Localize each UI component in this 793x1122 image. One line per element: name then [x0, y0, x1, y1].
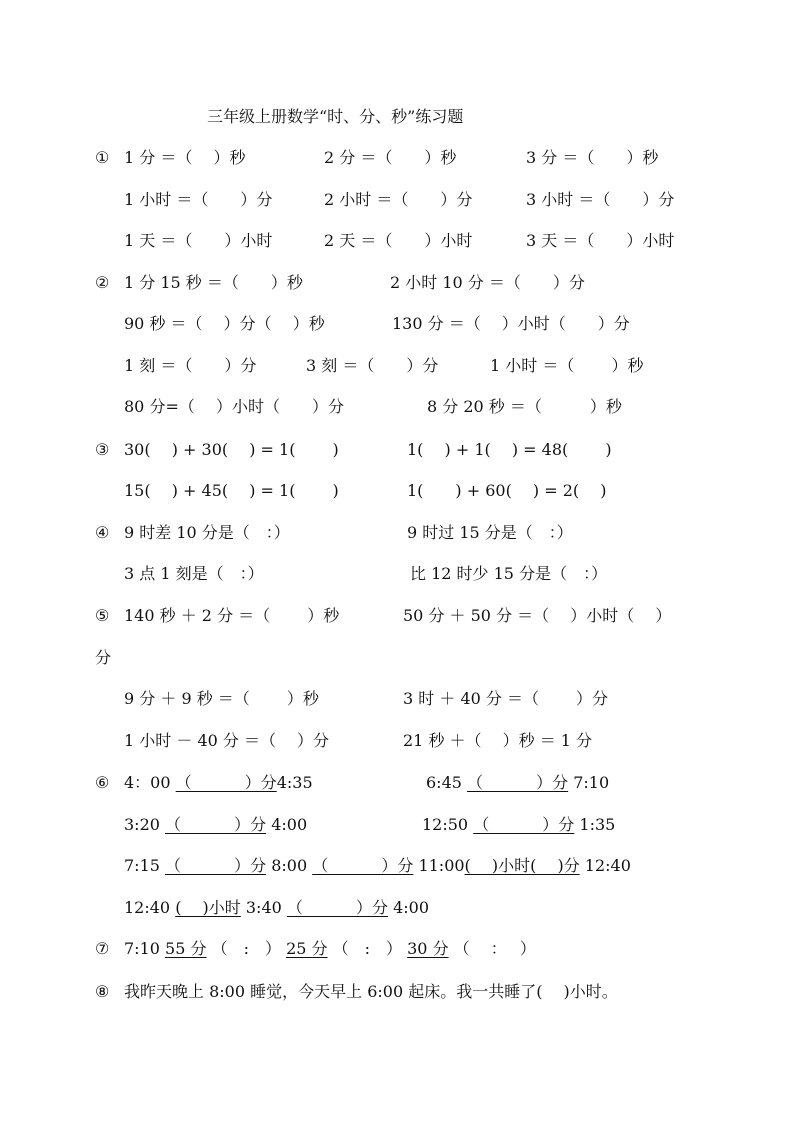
q1-r3-a: 1 天 ＝（ ）小时	[124, 231, 273, 250]
q4-r1-b: 9 时过 15 分是（ ：）	[407, 523, 573, 542]
q7-start: 7:10	[124, 939, 160, 958]
q6-r3-t4: 12:40	[584, 856, 631, 875]
q8-text: 我昨天晚上 8:00 睡觉，今天早上 6:00 起床。我一共睡了( )小时。	[124, 982, 618, 1001]
q5-r3-a: 1 小时 － 40 分 ＝（ ）分	[124, 731, 330, 750]
q6-r2-a	[124, 814, 307, 836]
q6-r1-a	[124, 772, 313, 794]
q6-r2-b-gap: （ ）分	[473, 815, 575, 834]
q6-r4	[124, 897, 429, 919]
q6-r4-g2: （ ）分	[286, 898, 388, 917]
question-number-3: ③	[95, 440, 110, 459]
q1-r3-c: 3 天 ＝（ ）小时	[526, 231, 675, 250]
q6-r3-g3: ( )小时( )分	[464, 856, 580, 875]
q1-r1-b: 2 分 ＝（ ）秒	[324, 148, 457, 167]
q6-r3-g2: （ ）分	[312, 856, 414, 875]
question-number-1: ①	[95, 148, 110, 167]
q7-time1: （ : ）	[211, 939, 281, 958]
q1-r3-b: 2 天 ＝（ ）小时	[324, 231, 473, 250]
q2-r3-c: 1 小时 ＝（ ）秒	[490, 356, 644, 375]
q6-r3	[124, 855, 631, 877]
q4-r1-a: 9 时差 10 分是（ ：）	[124, 523, 290, 542]
q6-r1-b-start: 6:45	[426, 773, 462, 792]
q6-r1-b-end: 7:10	[573, 773, 610, 792]
q5-r1-b: 50 分 ＋ 50 分 ＝（ ）小时（ ）	[403, 606, 672, 625]
q6-r3-t2: 8:00	[271, 856, 308, 875]
q6-r2-a-gap: （ ）分	[165, 815, 267, 834]
question-number-4: ④	[95, 523, 110, 542]
q4-r2-a: 3 点 1 刻是（ ：）	[124, 564, 264, 583]
q6-r3-g1: （ ）分	[165, 856, 267, 875]
q6-r4-t2: 3:40	[245, 898, 282, 917]
q5-r1-a: 140 秒 ＋ 2 分 ＝（ ）秒	[124, 606, 340, 625]
q3-r1-b: 1( ) + 1( ) = 48( )	[407, 440, 612, 459]
question-number-7: ⑦	[95, 939, 110, 958]
q3-r1-a: 30( ) + 30( ) = 1( )	[124, 440, 339, 459]
q6-r3-t1: 7:15	[124, 856, 160, 875]
q6-r2-b-end: 1:35	[579, 815, 616, 834]
q7-seg3: 30 分	[407, 939, 449, 958]
page-title: 三年级上册数学“时、分、秒”练习题	[207, 107, 464, 126]
q1-r1-c: 3 分 ＝（ ）秒	[526, 148, 659, 167]
q5-r1-wrap: 分	[95, 648, 112, 667]
q2-r3-a: 1 刻 ＝（ ）分	[124, 356, 257, 375]
q1-r2-a: 1 小时 ＝（ ）分	[124, 190, 273, 209]
question-number-5: ⑤	[95, 606, 110, 625]
q7-seg1: 55 分	[165, 939, 207, 958]
question-number-6: ⑥	[95, 773, 110, 792]
q2-r2-b: 130 分 ＝（ ）小时（ ）分	[392, 314, 630, 333]
q5-r3-b: 21 秒 ＋（ ）秒 ＝ 1 分	[403, 731, 593, 750]
question-number-8: ⑧	[95, 982, 110, 1001]
q2-r3-b: 3 刻 ＝（ ）分	[306, 356, 439, 375]
q7-time2: （ : ）	[332, 939, 403, 958]
q6-r2-a-end: 4:00	[271, 815, 308, 834]
q6-r1-b	[426, 772, 609, 794]
q2-r1-b: 2 小时 10 分 ＝（ ）分	[390, 273, 585, 292]
q6-r4-g1: ( )小时	[175, 898, 241, 917]
question-number-2: ②	[95, 273, 110, 292]
q5-r2-a: 9 分 ＋ 9 秒 ＝（ ）秒	[124, 689, 319, 708]
q6-r4-t1: 12:40	[124, 898, 171, 917]
q3-r2-a: 15( ) + 45( ) = 1( )	[124, 481, 339, 500]
q6-r4-t3: 4:00	[393, 898, 430, 917]
q1-r1-a: 1 分 ＝（ ）秒	[124, 148, 246, 167]
q1-r2-c: 3 小时 ＝（ ）分	[526, 190, 675, 209]
q6-r3-t3: 11:00	[418, 856, 465, 875]
q7-line	[124, 938, 536, 960]
q4-r2-b: 比 12 时少 15 分是（ ：）	[410, 564, 608, 583]
q6-r2-a-start: 3:20	[124, 815, 160, 834]
q6-r1-a-gap: （ ）分	[175, 773, 277, 792]
q2-r1-a: 1 分 15 秒 ＝（ ）秒	[124, 273, 303, 292]
q2-r2-a: 90 秒 ＝（ ）分（ ）秒	[124, 314, 325, 333]
q5-r2-b: 3 时 ＋ 40 分 ＝（ ）分	[403, 689, 609, 708]
q2-r4-a: 80 分=（ ）小时（ ）分	[124, 397, 344, 416]
q3-r2-b: 1( ) + 60( ) = 2( )	[407, 481, 607, 500]
q6-r2-b-start: 12:50	[422, 815, 469, 834]
q7-time3: （ ： ）	[453, 939, 536, 958]
q1-r2-b: 2 小时 ＝（ ）分	[324, 190, 473, 209]
q2-r4-b: 8 分 20 秒 ＝（ ）秒	[427, 397, 622, 416]
q7-seg2: 25 分	[286, 939, 328, 958]
q6-r1-a-start: 4：00	[124, 773, 171, 792]
q6-r1-a-end: 4:35	[276, 773, 313, 792]
q6-r1-b-gap: （ ）分	[467, 773, 569, 792]
q6-r2-b	[422, 814, 615, 836]
